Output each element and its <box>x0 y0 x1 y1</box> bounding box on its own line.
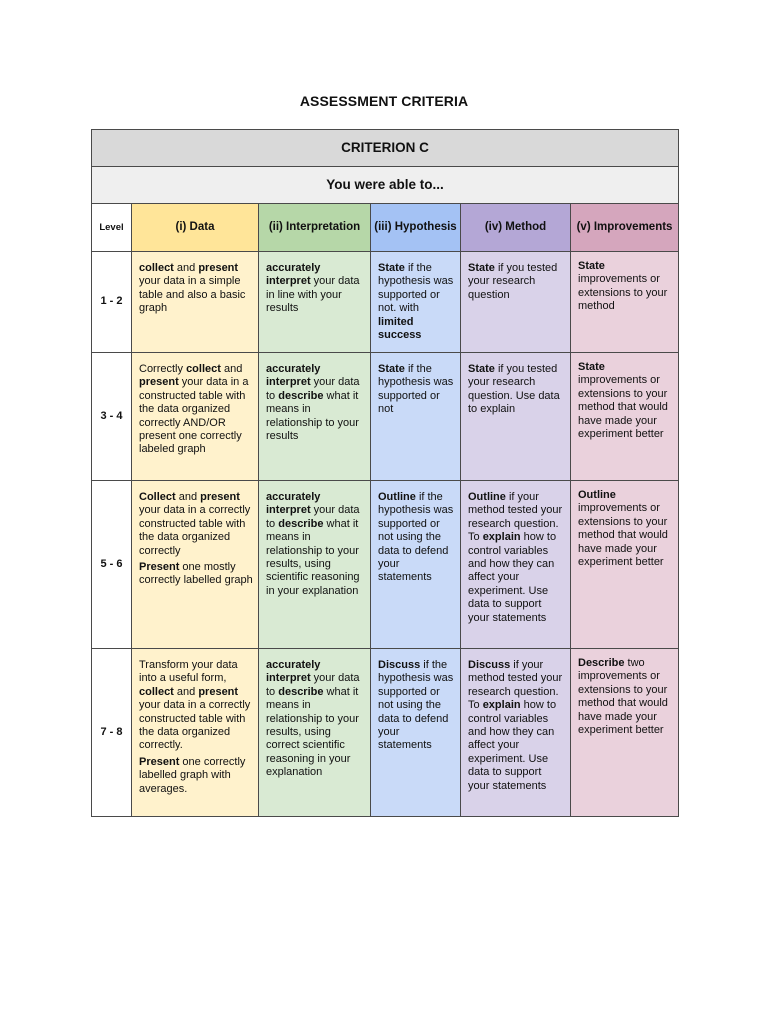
improvements-cell <box>571 353 679 481</box>
header-interpretation: (ii) Interpretation <box>259 204 371 252</box>
method-cell <box>461 252 571 353</box>
header-row <box>92 204 679 252</box>
cell-text: Correctly collect and present your data in a constructed table with the data organized correctly AND/OR present one correctly labeled graph <box>139 363 249 456</box>
data-cell <box>132 481 259 649</box>
header-level: Level <box>92 204 132 252</box>
header-data: (i) Data <box>132 204 259 252</box>
cell-text: Present one mostly correctly labelled graph <box>139 561 253 587</box>
cell-text: Outline improvements or extensions to your method that would have made your experiment better <box>578 489 668 569</box>
level-cell: 3 - 4 <box>92 353 132 481</box>
cell-text: Collect and present your data in a correctly constructed table with the data organized correctly <box>139 491 251 557</box>
level-cell: 7 - 8 <box>92 649 132 817</box>
method-cell <box>461 481 571 649</box>
interpretation-cell <box>259 252 371 353</box>
header-improvements: (v) Improvements <box>571 204 679 252</box>
cell-text: accurately interpret your data to describe what it means in relationship to your results <box>266 363 360 443</box>
cell-text: State if you tested your research question <box>468 262 558 301</box>
cell-text: Discuss if your method tested your research question. To explain how to control variables and how they can affect your experiment. Use data to support your statements <box>468 659 563 792</box>
interpretation-cell <box>259 353 371 481</box>
hypothesis-cell <box>371 353 461 481</box>
header-hypothesis: (iii) Hypothesis <box>371 204 461 252</box>
data-cell <box>132 649 259 817</box>
table-row <box>92 353 679 481</box>
subtitle-band-row <box>92 167 679 204</box>
page-title: ASSESSMENT CRITERIA <box>299 93 469 109</box>
criterion-band-row <box>92 130 679 167</box>
cell-text: Outline if your method tested your research question. To explain how to control variables and how they can affect your experiment. Use data to support your statements <box>468 491 563 624</box>
cell-text: Transform your data into a useful form, collect and present your data in a correctly constructed table with the data organized correctly. <box>139 659 251 752</box>
improvements-cell <box>571 649 679 817</box>
interpretation-cell <box>259 649 371 817</box>
data-cell <box>132 353 259 481</box>
cell-text: State improvements or extensions to your method <box>578 260 668 313</box>
cell-text: Outline if the hypothesis was supported or not using the data to defend your statements <box>378 491 454 584</box>
table-row <box>92 649 679 817</box>
table-row <box>92 481 679 649</box>
criteria-table <box>91 129 679 817</box>
improvements-cell <box>571 481 679 649</box>
cell-text: State if the hypothesis was supported or not. with limited success <box>378 262 454 342</box>
hypothesis-cell <box>371 481 461 649</box>
cell-text: accurately interpret your data to describe what it means in relationship to your results, using scientific reasoning in your explanation <box>266 491 360 597</box>
cell-text: State if the hypothesis was supported or not <box>378 363 454 416</box>
criterion-label: CRITERION C <box>92 130 679 167</box>
cell-text: accurately interpret your data to describe what it means in relationship to your results, using correct scientific reasoning in your explanation <box>266 659 360 779</box>
method-cell <box>461 649 571 817</box>
hypothesis-cell <box>371 252 461 353</box>
method-cell <box>461 353 571 481</box>
interpretation-cell <box>259 481 371 649</box>
data-cell <box>132 252 259 353</box>
cell-text: accurately interpret your data in line with your results <box>266 262 360 315</box>
subtitle-label: You were able to... <box>92 167 679 204</box>
improvements-cell <box>571 252 679 353</box>
cell-text: Present one correctly labelled graph with averages. <box>139 755 246 795</box>
cell-text: Describe two improvements or extensions to your method that would have made your experiment better <box>578 657 668 737</box>
cell-text: collect and present your data in a simple table and also a basic graph <box>139 262 246 315</box>
cell-text: State if you tested your research question. Use data to explain <box>468 363 560 416</box>
header-method: (iv) Method <box>461 204 571 252</box>
hypothesis-cell <box>371 649 461 817</box>
cell-text: Discuss if the hypothesis was supported or not using the data to defend your statements <box>378 659 454 752</box>
level-cell: 5 - 6 <box>92 481 132 649</box>
level-cell: 1 - 2 <box>92 252 132 353</box>
cell-text: State improvements or extensions to your method that would have made your experiment better <box>578 361 668 441</box>
table-row <box>92 252 679 353</box>
